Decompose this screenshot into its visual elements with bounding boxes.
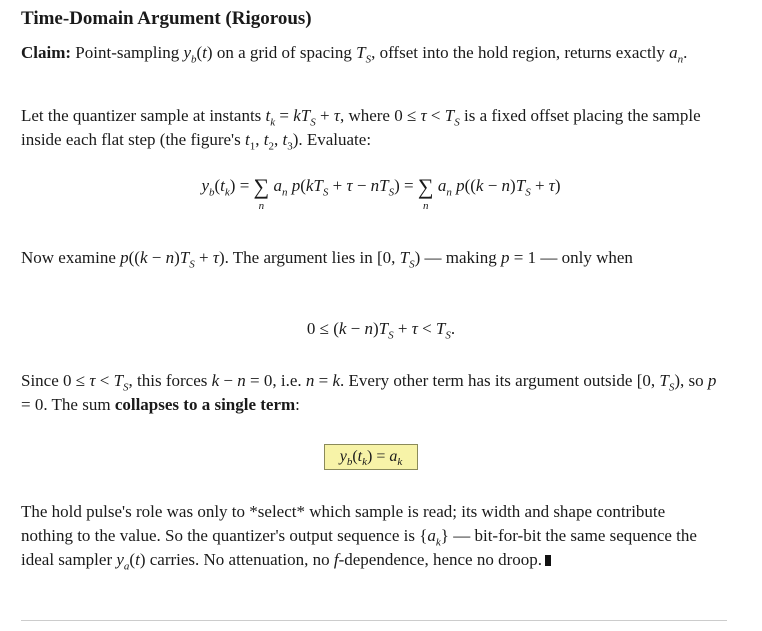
claim-paragraph (21, 41, 721, 65)
p3-text-4: — only when (540, 248, 633, 267)
math-Ts: $T_S$ (356, 43, 372, 66)
p5-text-3: carries. No attenuation, no (149, 550, 330, 569)
section-heading: Time-Domain Argument (Rigorous) (21, 8, 312, 29)
math-tau-range: $0 \le \tau < T_S$ (394, 106, 460, 129)
paragraph-sampling-instants (21, 104, 721, 152)
p4-text-6: . The sum (43, 395, 111, 414)
p3-text-2: . The argument lies in (224, 248, 373, 267)
math-f: f (333, 550, 339, 569)
equation-condition: $0 \le (k - n)T_S + \tau < T_S$. (306, 319, 456, 342)
result-box: $y_b(t_k) = a_k$ (324, 444, 418, 470)
math-interval: [0, $T_S$) (376, 248, 421, 271)
math-interval-2: [0, $T_S$) (636, 371, 680, 394)
p4-text-2: , this forces (128, 371, 208, 390)
p4-text-7: : (295, 395, 300, 414)
p5-text-1: The hold pulse's role was only to *select* which sample is read; its width and shape contribute nothing to the value. So the quantizer's output sequence is (21, 502, 666, 545)
claim-text-1: Point-sampling (75, 43, 180, 62)
math-yb-t: $y_b(t)$ (183, 43, 213, 66)
p3-text-1: Now examine (21, 248, 116, 267)
math-n-eq-k: n = k (305, 371, 341, 390)
sum-symbol: ∑ n (253, 174, 270, 212)
p5-text-4: -dependence, hence no droop. (338, 550, 543, 569)
p4-text-3: , i.e. (272, 371, 302, 390)
claim-text-4: . (683, 43, 688, 62)
p2-text-2: , where (339, 106, 390, 125)
p2-text-1: Let the quantizer sample at instants (21, 106, 262, 125)
math-ak-set: $\{a_k\}$ (419, 526, 449, 549)
math-p-argument: $p((k - n)T_S + \tau)$ (120, 248, 225, 271)
p3-text-3: — making (424, 248, 497, 267)
claim-label: Claim: (21, 43, 72, 62)
p4-text-4: . Every other term has its argument outside (340, 371, 633, 390)
divider (21, 620, 727, 621)
p2-text-3: is a fixed offset placing the sample inside each flat step (the figure's (21, 106, 701, 149)
claim-text-2: on a grid of spacing (216, 43, 352, 62)
p4-text-5: , so (680, 371, 704, 390)
p2-text-4: ). Evaluate: (292, 130, 372, 149)
math-p-eq-1: p = 1 (501, 248, 537, 267)
math-ya-t: $y_a(t)$ (116, 550, 146, 573)
math-p-eq-0: p = 0 (21, 371, 717, 414)
qed-icon (545, 555, 551, 566)
claim-text-3: , offset into the hold region, returns exactly (371, 43, 665, 62)
math-t1-t2-t3: $t_1$, $t_2$, $t_3$ (244, 130, 293, 153)
math-k-minus-n: k − n = 0 (211, 371, 273, 390)
math-tk-def: $t_k = kT_S + \tau$ (265, 106, 340, 129)
math-tau-range-2: $0 \le \tau < T_S$ (63, 371, 129, 394)
paragraph-collapse (21, 369, 721, 417)
p5-text-2: — bit-for-bit the same sequence the ideal sampler (21, 526, 697, 569)
math-an: $a_n$ (669, 43, 684, 66)
p4-text-1: Since (21, 371, 59, 390)
equation-expansion: $y_b(t_k)$ = ∑ n $a_n$ $p(kT_S + \tau - nT_S)$ = ∑ n $a_n$ $p((k - n)T_S + \tau)$ (201, 174, 561, 212)
paragraph-conclusion (21, 500, 721, 572)
collapse-emphasis: collapses to a single term (114, 395, 296, 414)
paragraph-examine-argument (21, 246, 721, 270)
sum-symbol: ∑ n (417, 174, 434, 212)
